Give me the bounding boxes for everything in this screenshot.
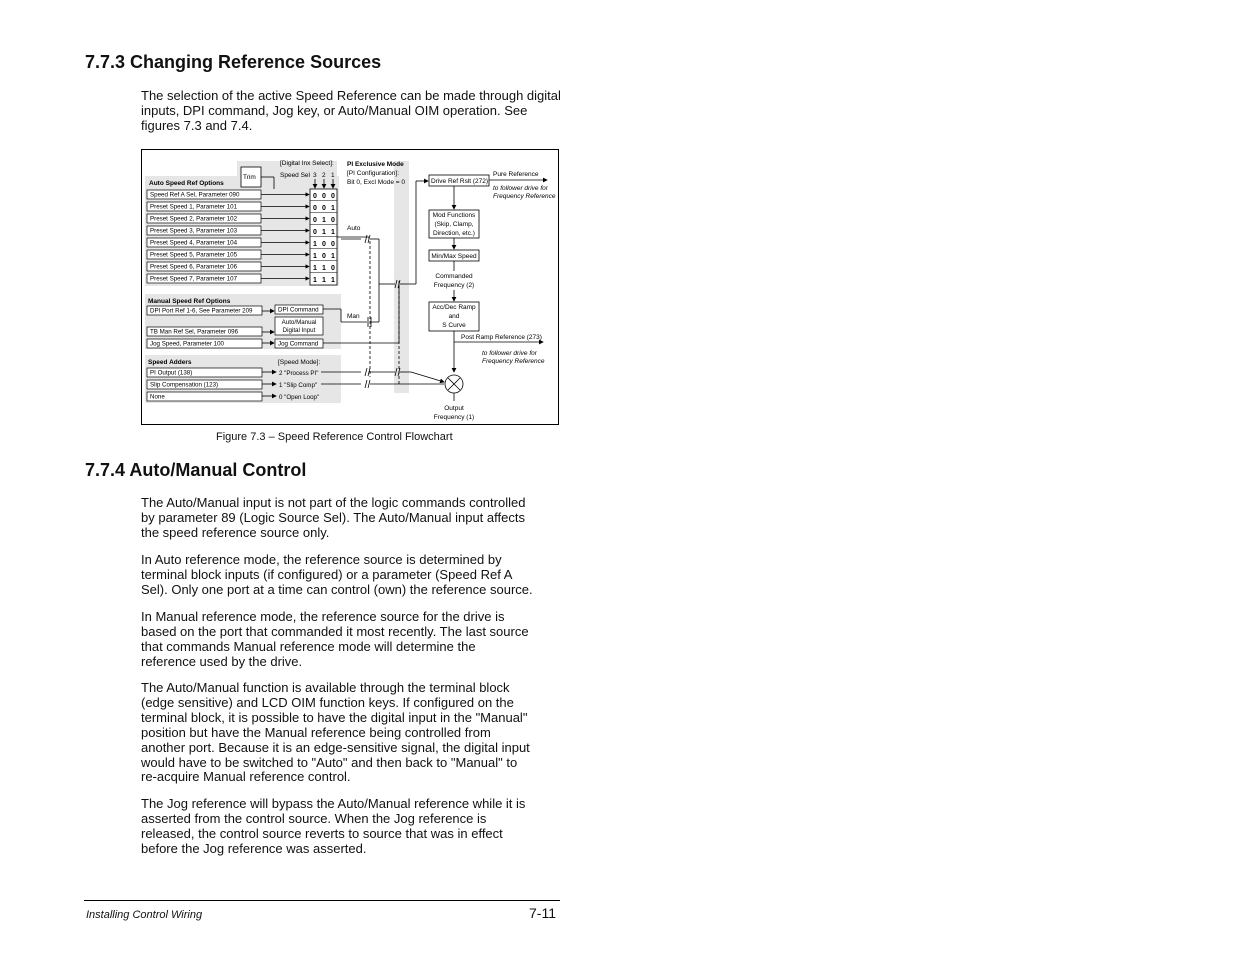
truth-bit-7-2: 1 (322, 265, 326, 272)
commanded-frequency-line2: Frequency (2) (433, 282, 475, 289)
auto-option-8-label: Preset Speed 7, Parameter 107 (150, 275, 238, 283)
man-label: Man (347, 313, 360, 320)
auto-option-7-label: Preset Speed 6, Parameter 106 (150, 263, 238, 271)
truth-bit-2-2: 0 (322, 205, 326, 212)
truth-bit-3-3: 0 (331, 217, 335, 224)
paragraph-line: another port. Because it is an edge-sensitive signal, the digital input (141, 739, 530, 755)
truth-bit-8-3: 1 (331, 277, 335, 284)
auto-option-3-label: Preset Speed 2, Parameter 102 (150, 215, 238, 223)
truth-bit-8-1: 1 (313, 277, 317, 284)
paragraph-line: The Auto/Manual function is available through the terminal block (141, 680, 510, 695)
output-frequency-line1: Output (444, 405, 464, 412)
mod-functions-line1: Mod Functions (432, 212, 476, 219)
pi-exclusive-mode-title: PI Exclusive Mode (347, 161, 404, 168)
bit-1-label: 1 (331, 172, 335, 179)
paragraph-line: (edge sensitive) and LCD OIM function keys. If configured on the (141, 694, 514, 710)
speed-mode-2: 1 "Slip Comp" (279, 382, 318, 389)
figure-caption: Figure 7.3 – Speed Reference Control Flowchart (216, 431, 453, 443)
bit-3-label: 3 (313, 172, 317, 179)
jog-command-label: Jog Command (278, 340, 319, 348)
page-number: 7-11 (529, 905, 556, 921)
truth-bit-2-1: 0 (313, 205, 317, 212)
auto-speed-ref-title: Auto Speed Ref Options (149, 180, 224, 187)
min-max-speed-label: Min/Max Speed (431, 253, 477, 260)
truth-bit-6-1: 1 (313, 253, 317, 260)
auto-manual-paragraph-2 (141, 553, 561, 598)
auto-manual-input-line2: Digital Input (282, 327, 316, 334)
section-heading-7-7-3: 7.7.3 Changing Reference Sources (85, 52, 382, 72)
paragraph-line: terminal block inputs (if configured) or a parameter (Speed Ref A (141, 566, 513, 582)
truth-bit-1-1: 0 (313, 193, 317, 200)
auto-option-6-label: Preset Speed 5, Parameter 105 (150, 251, 238, 259)
auto-option-2-label: Preset Speed 1, Parameter 101 (150, 203, 238, 211)
pi-bit-label: Bit 0, Excl Mode = 0 (347, 179, 405, 186)
paragraph-line: The Auto/Manual input is not part of the logic commands controlled (141, 495, 526, 510)
truth-bit-6-2: 0 (322, 253, 326, 260)
acc-dec-ramp-line3: S Curve (442, 322, 466, 329)
paragraph-line: reference used by the drive. (141, 653, 303, 669)
paragraph-line: position but have the Manual reference being controlled from (141, 724, 491, 740)
auto-manual-paragraph-1 (141, 496, 561, 541)
bit-2-label: 2 (322, 172, 326, 179)
paragraph-line: terminal block, it is possible to have the digital input in the "Manual" (141, 709, 528, 725)
commanded-frequency-line1: Commanded (435, 273, 473, 280)
truth-bit-4-3: 1 (331, 229, 335, 236)
paragraph-line: Sel). Only one port at a time can control (own) the reference source. (141, 581, 533, 597)
footer-rule (84, 900, 560, 901)
section-intro-text: The selection of the active Speed Reference can be made through digital inputs, DPI command, Jog key, or Auto/Manual OIM operation. See figures 7.3 and 7.4. (141, 88, 561, 133)
follower-note-1-line2: Frequency Reference (493, 193, 556, 200)
dpi-command-label: DPI Command (278, 306, 319, 314)
pure-reference-label: Pure Reference (493, 171, 539, 178)
truth-bit-7-1: 1 (313, 265, 317, 272)
speed-mode-title: [Speed Mode]: (278, 359, 321, 366)
truth-bit-3-2: 1 (322, 217, 326, 224)
digital-inx-select-label: [Digital Inx Select]: (280, 160, 334, 167)
paragraph-line: that commands Manual reference mode will determine the (141, 638, 476, 654)
paragraph-line: would have to be switched to "Auto" and then back to "Manual" to (141, 754, 518, 770)
auto-manual-paragraph-5 (141, 797, 561, 857)
paragraph-line: asserted from the control source. When the Jog reference is (141, 810, 487, 826)
auto-manual-paragraph-4 (141, 681, 561, 785)
truth-bit-5-1: 1 (313, 241, 317, 248)
speed-sel-label: Speed Sel (280, 172, 310, 179)
section-heading-7-7-4: 7.7.4 Auto/Manual Control (85, 460, 307, 480)
auto-option-1-label: Speed Ref A Sel, Parameter 090 (150, 191, 240, 199)
paragraph-line: released, the control source reverts to source that was in effect (141, 825, 503, 841)
speed-adder-1-label: PI Output (138) (150, 369, 193, 377)
follower-note-2-line2: Frequency Reference (482, 358, 545, 365)
truth-bit-1-2: 0 (322, 193, 326, 200)
mod-functions-line3: Direction, etc.) (433, 230, 475, 237)
speed-mode-1: 2 "Process PI" (279, 370, 319, 377)
paragraph-line: by parameter 89 (Logic Source Sel). The Auto/Manual input affects (141, 509, 525, 525)
truth-bit-4-1: 0 (313, 229, 317, 236)
mod-functions-line2: (Skip, Clamp, (434, 221, 474, 228)
paragraph-line: re-acquire Manual reference control. (141, 769, 351, 785)
truth-bit-5-3: 0 (331, 241, 335, 248)
manual-option-1-label: DPI Port Ref 1-6, See Parameter 209 (150, 307, 253, 315)
manual-option-3-label: Jog Speed, Parameter 100 (150, 340, 224, 348)
paragraph-line: the speed reference source only. (141, 524, 330, 540)
truth-bit-1-3: 0 (331, 193, 335, 200)
truth-bit-6-3: 1 (331, 253, 335, 260)
auto-manual-input-line1: Auto/Manual (281, 319, 317, 326)
post-ramp-reference-label: Post Ramp Reference (273) (461, 334, 542, 341)
pi-configuration-label: [PI Configuration]: (347, 170, 400, 177)
paragraph-line: In Manual reference mode, the reference source for the drive is (141, 609, 505, 624)
manual-speed-ref-title: Manual Speed Ref Options (148, 298, 231, 305)
manual-option-2-label: TB Man Ref Sel, Parameter 096 (150, 328, 239, 336)
auto-option-4-label: Preset Speed 3, Parameter 103 (150, 227, 238, 235)
paragraph-line: based on the port that commanded it most recently. The last source (141, 623, 529, 639)
auto-label: Auto (347, 225, 361, 232)
auto-manual-paragraph-3 (141, 610, 561, 670)
auto-option-5-label: Preset Speed 4, Parameter 104 (150, 239, 238, 247)
speed-adder-3-label: None (150, 393, 165, 401)
truth-bit-7-3: 0 (331, 265, 335, 272)
truth-bit-3-1: 0 (313, 217, 317, 224)
speed-adder-2-label: Slip Compensation (123) (150, 381, 219, 389)
speed-reference-flowchart (141, 149, 560, 426)
output-frequency-line2: Frequency (1) (433, 414, 475, 421)
truth-bit-2-3: 1 (331, 205, 335, 212)
acc-dec-ramp-line2: and (448, 313, 460, 320)
follower-note-1-line1: to follower drive for (493, 185, 548, 192)
truth-bit-4-2: 1 (322, 229, 326, 236)
trim-label: Trim (243, 174, 256, 181)
footer-section-title: Installing Control Wiring (86, 909, 203, 921)
paragraph-line: In Auto reference mode, the reference source is determined by (141, 552, 502, 567)
acc-dec-ramp-line1: Acc/Dec Ramp (432, 304, 476, 311)
speed-adders-title: Speed Adders (148, 359, 192, 366)
drive-ref-rslt-label: Drive Ref Rslt (272) (431, 178, 489, 185)
truth-bit-8-2: 1 (322, 277, 326, 284)
follower-note-2-line1: to follower drive for (482, 350, 537, 357)
paragraph-line: The Jog reference will bypass the Auto/Manual reference while it is (141, 796, 526, 811)
speed-mode-3: 0 "Open Loop" (279, 394, 320, 401)
truth-bit-5-2: 0 (322, 241, 326, 248)
paragraph-line: before the Jog reference was asserted. (141, 840, 367, 856)
